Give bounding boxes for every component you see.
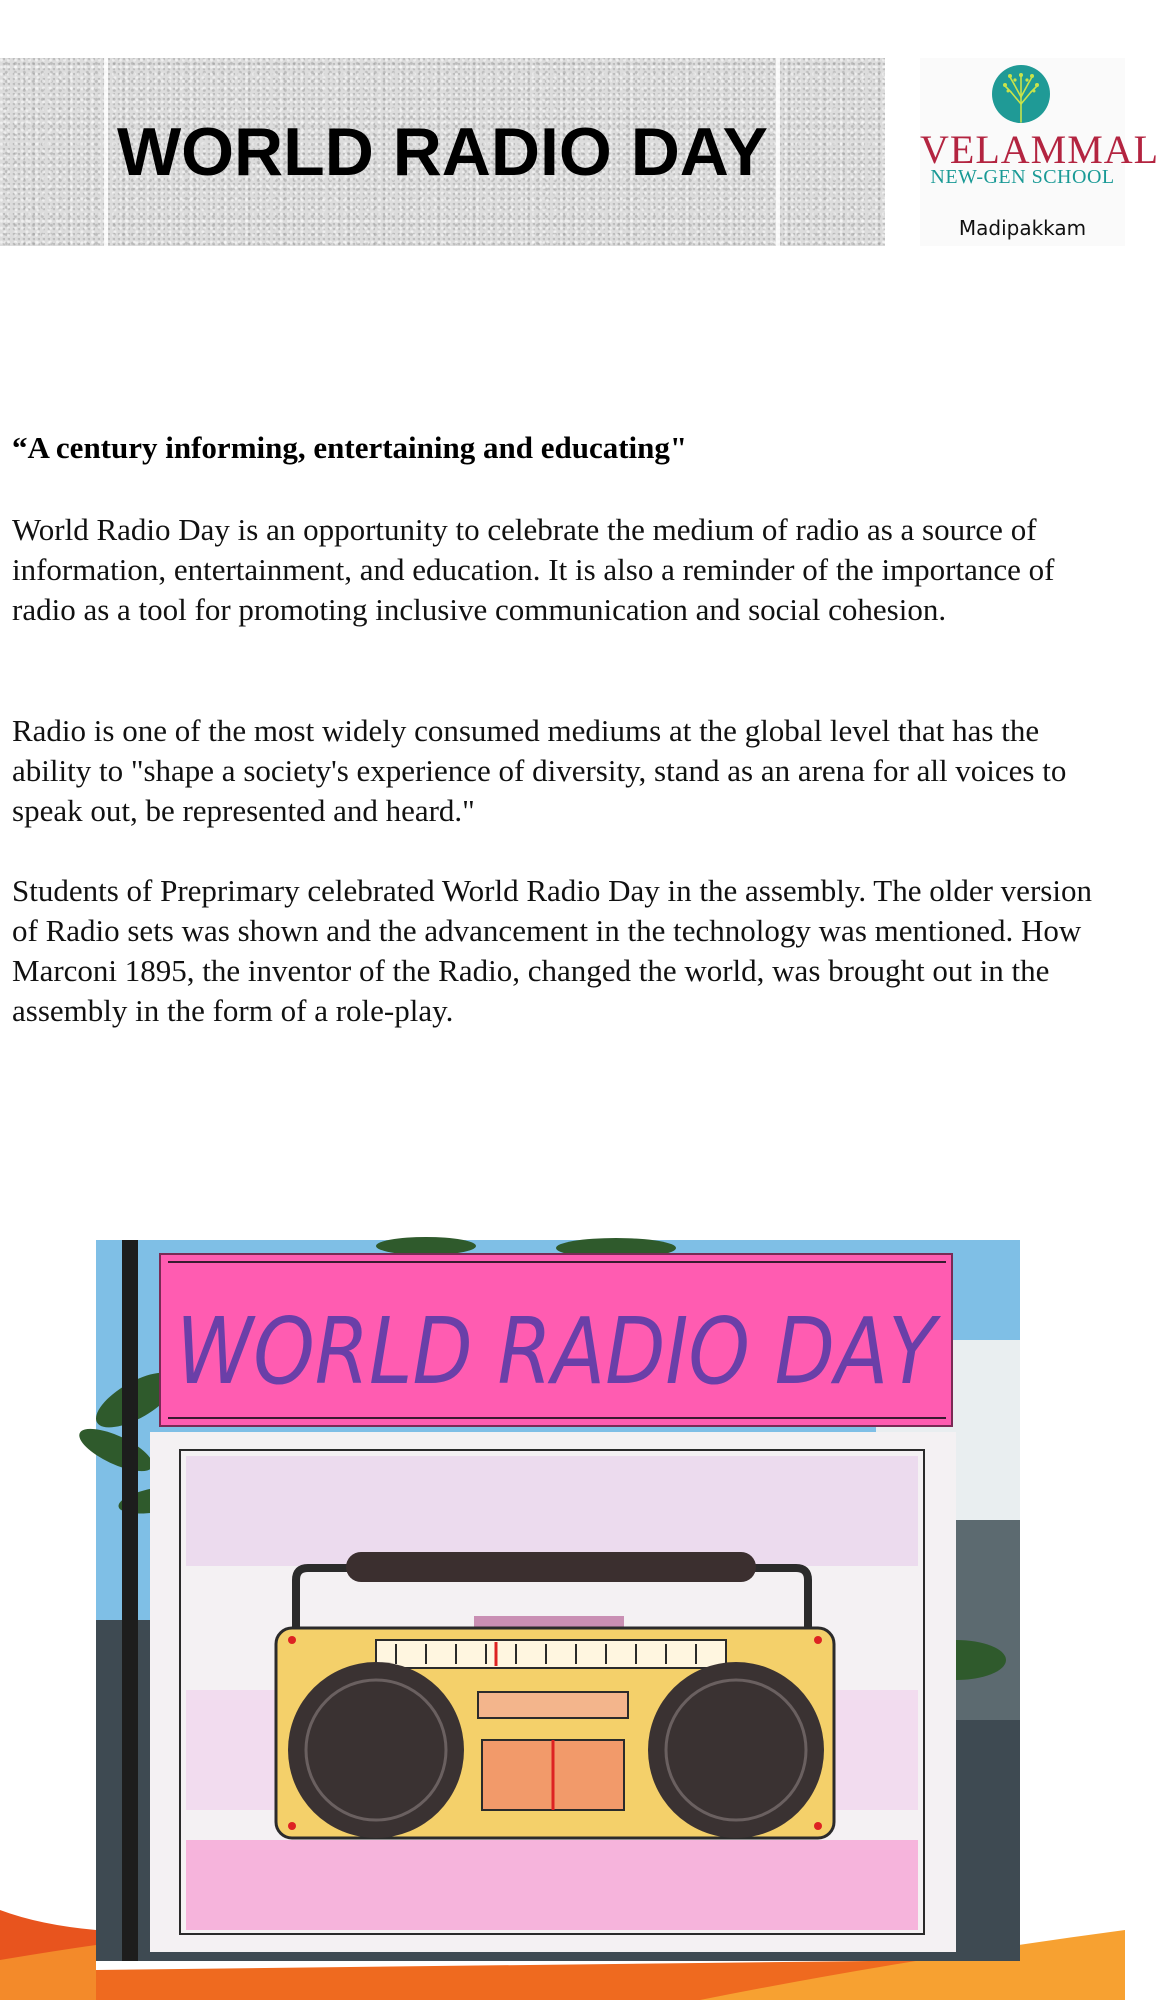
school-name: VELAMMAL <box>920 127 1159 172</box>
event-photo <box>96 1240 1020 1961</box>
paragraph-celebration: Students of Preprimary celebrated World Radio Day in the assembly. The older version of Radio sets was shown and the advancement in the technology was mentioned. How Marconi 1895, the inventor of the Radio, changed the world, was brought out in the assembly in the form of a role-play. <box>12 873 1092 1028</box>
theme-quote: “A century informing, entertaining and educating" <box>12 430 688 465</box>
tree-emblem-icon <box>991 64 1051 130</box>
paragraph-intro: World Radio Day is an opportunity to celebrate the medium of radio as a source of information, entertainment, and education. It is also a reminder of the importance of radio as a tool for promoting inclusive communication and social cohesion. <box>12 512 1055 627</box>
school-subtitle: NEW-GEN SCHOOL <box>930 166 1115 188</box>
paragraph-radio-reach: Radio is one of the most widely consumed mediums at the global level that has the ability to "shape a society's experience of diversity, stand as an arena for all voices to speak out, be represented and heard." <box>12 713 1067 828</box>
school-logo <box>920 58 1159 246</box>
page-title: WORLD RADIO DAY <box>116 114 769 190</box>
sign-lettering: WORLD RADIO DAY <box>176 1298 942 1405</box>
school-location: Madipakkam <box>958 216 1087 240</box>
